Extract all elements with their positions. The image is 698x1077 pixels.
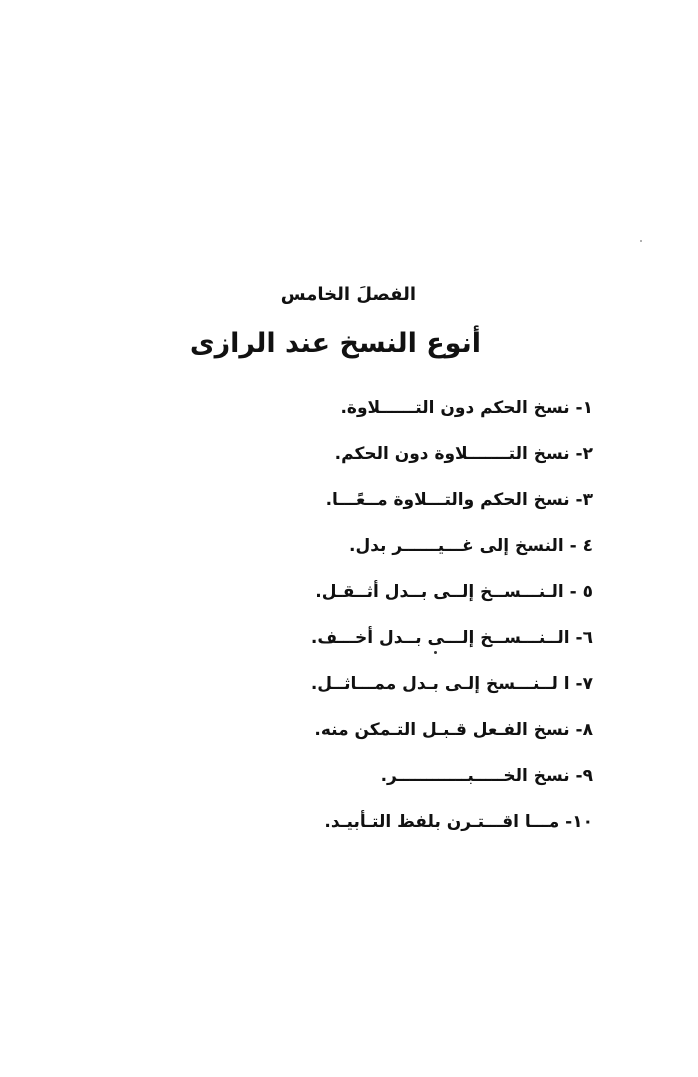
list-item: ١٠- مـــا اقـــتـرن بلفظ التـأبيـد. <box>324 812 593 832</box>
chapter-title: أنوع النسخ عند الرازى <box>189 328 481 359</box>
topic-list <box>273 389 593 849</box>
list-item: ٥ - الـنـــســخ إلــى بــدل أثــقـل. <box>315 582 593 602</box>
scan-speck <box>640 240 642 242</box>
list-item: ٧- ا لــنـــسخ إلـى بـدل ممـــاثــل. <box>310 674 593 694</box>
list-item: ٤ - النسخ إلى غـــيــــــر بدل. <box>349 536 593 556</box>
list-item: ٩- نسخ الخـــــبــــــــــــر. <box>380 766 593 786</box>
chapter-label: الفصلَ الخامس <box>280 284 416 305</box>
list-item: ٨- نسخ الفـعل قـبـل التـمكن منه. <box>314 720 593 740</box>
list-item: ٢- نسخ التـــــــلاوة دون الحكم. <box>334 444 593 464</box>
list-item: ١- نسخ الحكم دون التــــــلاوة. <box>340 398 593 418</box>
scan-speck <box>434 651 437 654</box>
list-item: ٣- نسخ الحكم والتـــلاوة مــعًـــا. <box>325 490 593 510</box>
list-item: ٦- الــنـــســخ إلـــى بــدل أخـــف. <box>310 628 593 648</box>
